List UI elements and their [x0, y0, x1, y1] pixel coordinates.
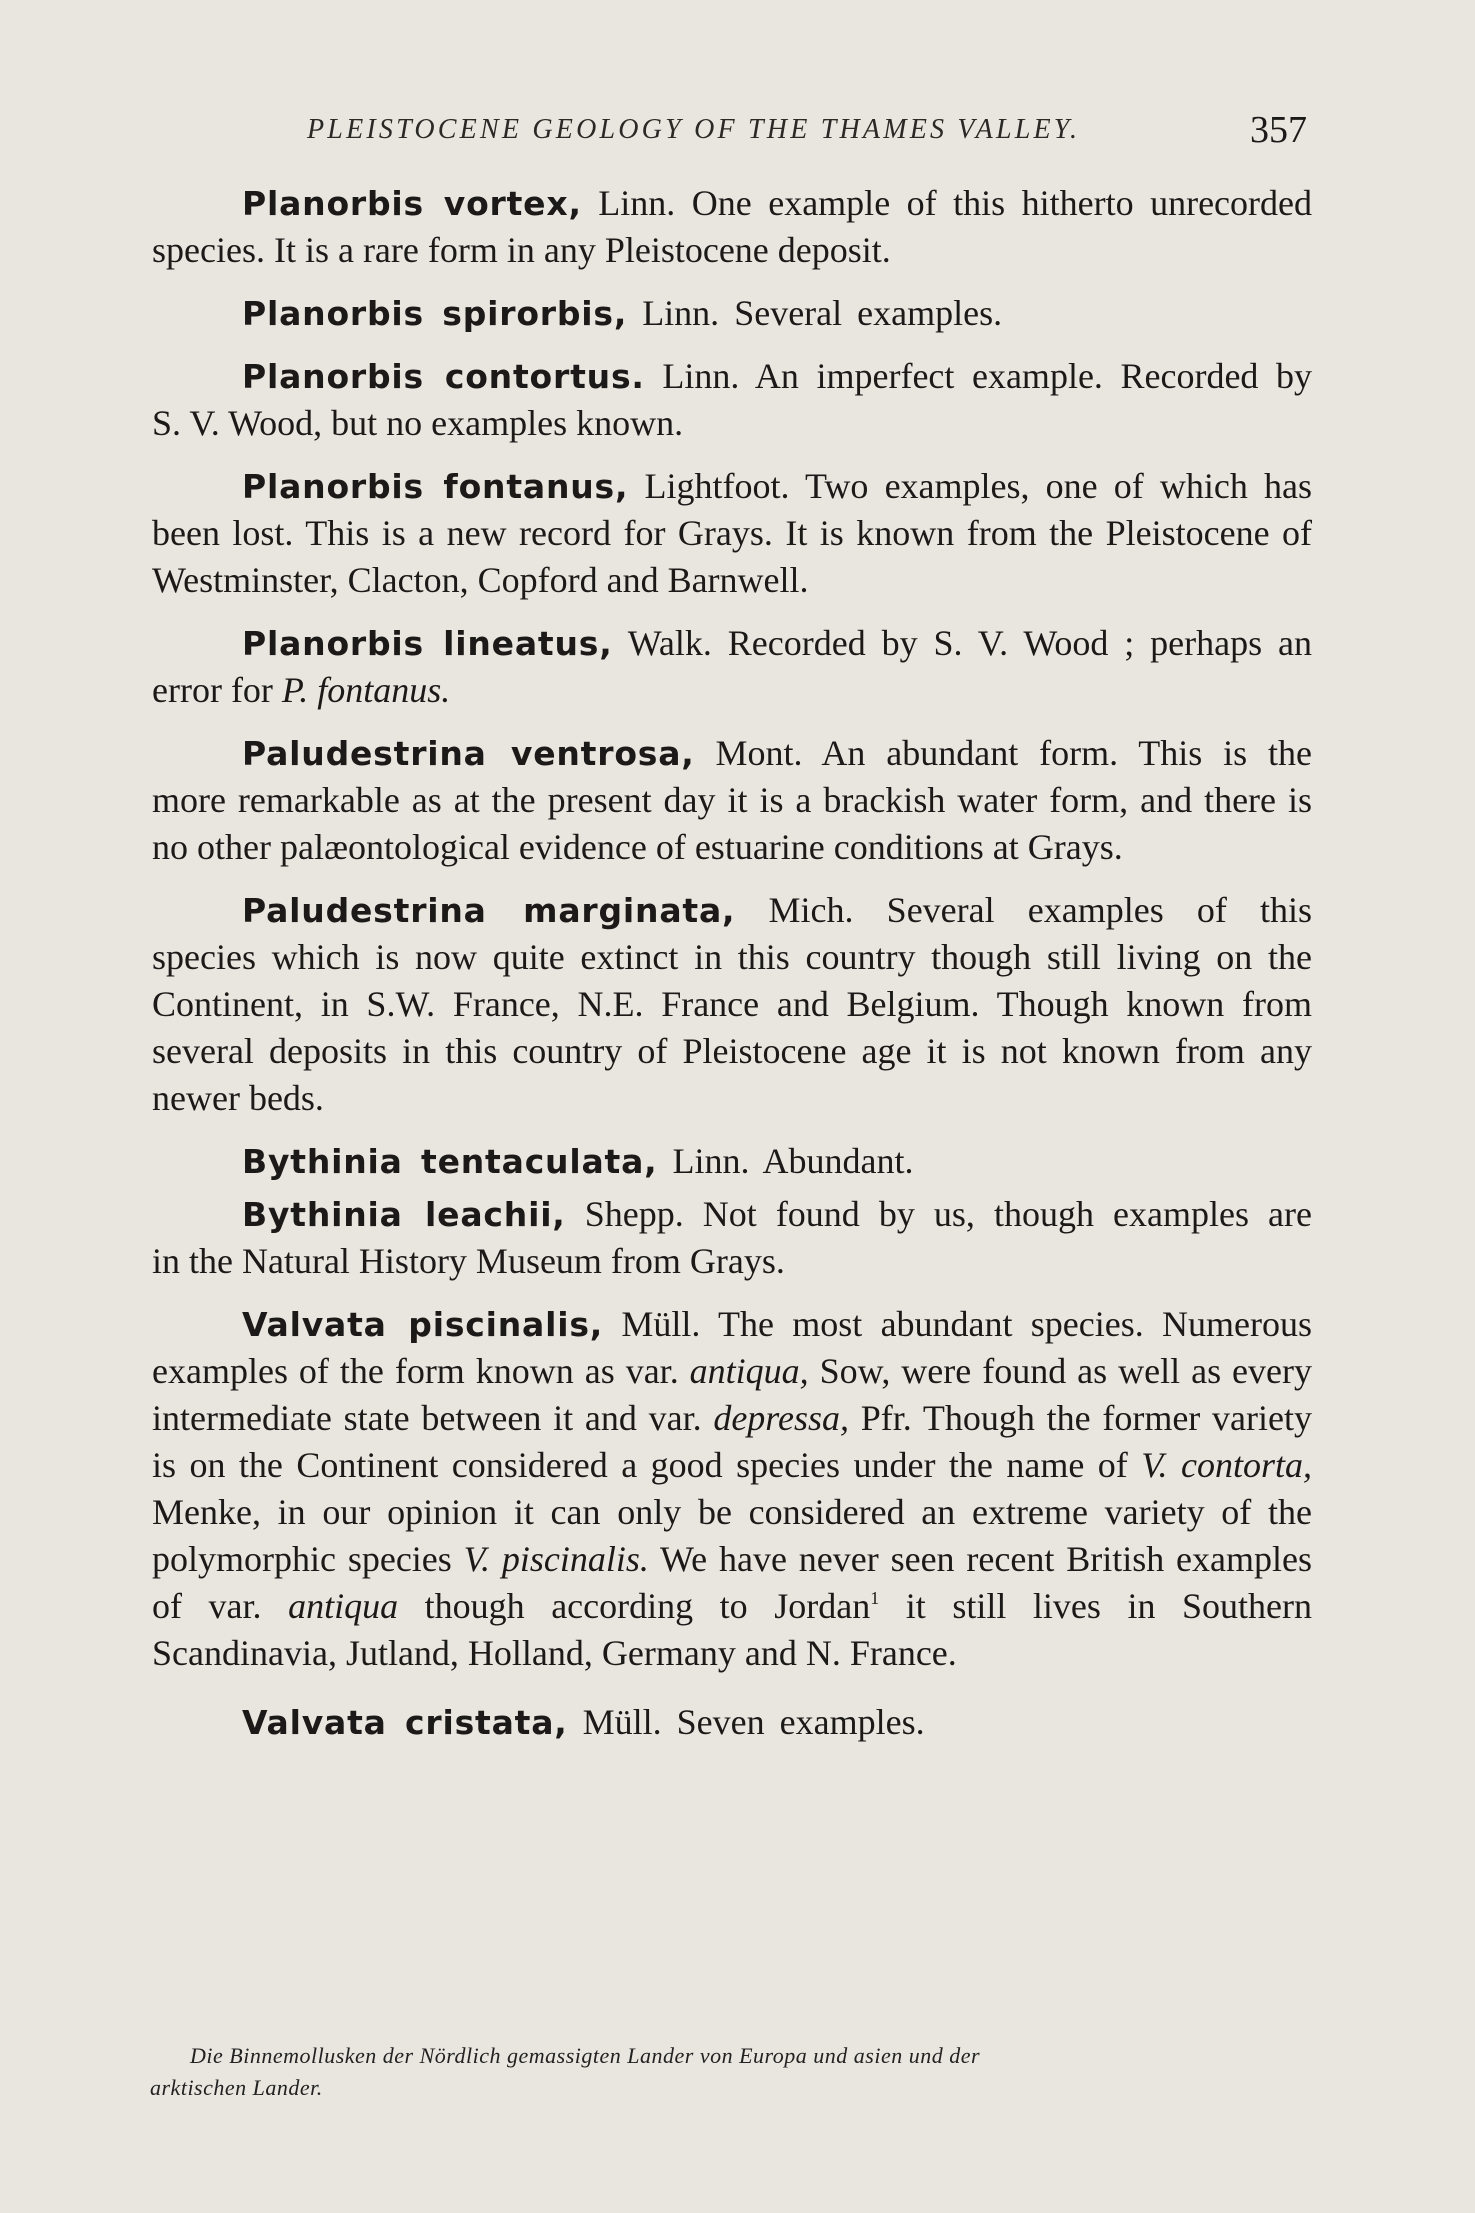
species-reference-italic: P. fontanus.	[281, 670, 451, 710]
entry-valvata-cristata	[152, 1699, 1312, 1746]
species-description: The most abundant species. Numerous examples of the form known as var.	[152, 1304, 1313, 1391]
entry-paludestrina-ventrosa	[152, 730, 1312, 871]
footnote-line: arktischen Lander.	[150, 2075, 323, 2100]
species-authority: Linn.	[581, 183, 676, 223]
variety-italic: V. contorta,	[1141, 1445, 1312, 1485]
species-authority: Linn.	[627, 293, 720, 333]
entry-valvata-piscinalis	[152, 1301, 1312, 1677]
species-description: An imperfect example. Recorded by S. V. Wood, but no examples known.	[152, 356, 1313, 443]
species-authority: Walk.	[612, 623, 712, 663]
entry-planorbis-fontanus	[152, 463, 1312, 604]
species-name: Bythinia tentaculata,	[242, 1142, 658, 1181]
entry-planorbis-spirorbis	[152, 290, 1312, 337]
species-authority: Müll.	[567, 1702, 662, 1742]
species-description: Not found by us, though examples are in the Natural History Museum from Grays.	[152, 1194, 1312, 1281]
footnote	[150, 2040, 1300, 2104]
species-description: Recorded by S. V. Wood ; perhaps an error for	[152, 623, 1312, 710]
entry-bythinia-tentaculata	[152, 1138, 1312, 1185]
species-name: Planorbis contortus.	[242, 357, 645, 396]
page-header	[0, 108, 1475, 158]
variety-italic: antiqua	[288, 1586, 399, 1626]
running-title: PLEISTOCENE GEOLOGY OF THE THAMES VALLEY.	[307, 114, 1081, 145]
variety-italic: depressa,	[713, 1398, 849, 1438]
species-name: Bythinia leachii,	[242, 1195, 566, 1234]
species-name: Planorbis fontanus,	[242, 467, 629, 506]
species-description: Pfr. Though the former variety is on the Continent considered a good species under the name of	[152, 1398, 1312, 1485]
species-authority: Lightfoot.	[628, 466, 790, 506]
variety-italic: V. piscinalis.	[463, 1539, 649, 1579]
species-authority: Mont.	[694, 733, 803, 773]
footnote-marker: 1	[870, 1588, 880, 1608]
species-description: An abundant form. This is the more remarkable as at the present day it is a brackish water form, and there is no other palæontological evidence of estuarine conditions at Grays.	[152, 733, 1312, 867]
species-description: though according to Jordan	[398, 1586, 871, 1626]
species-list	[152, 180, 1312, 1762]
species-description: Abundant.	[749, 1141, 914, 1181]
species-name: Planorbis vortex,	[242, 184, 582, 223]
species-authority: Linn.	[644, 356, 740, 396]
species-authority: Müll.	[603, 1304, 701, 1344]
species-authority: Linn.	[657, 1141, 750, 1181]
footnote-line: Die Binnemollusken der Nördlich gemassigten Lander von Europa und asien und der	[190, 2043, 981, 2068]
species-name: Planorbis spirorbis,	[242, 294, 628, 333]
species-name: Valvata piscinalis,	[242, 1305, 604, 1344]
species-description: We have never seen recent British examples of var.	[152, 1539, 1313, 1626]
page-number: 357	[1250, 109, 1307, 151]
entry-planorbis-contortus	[152, 353, 1312, 447]
species-authority: Shepp.	[565, 1194, 684, 1234]
species-description: Menke, in our opinion it can only be considered an extreme variety of the polymorphic species	[152, 1492, 1312, 1579]
species-description: Seven examples.	[661, 1702, 925, 1742]
entry-planorbis-vortex	[152, 180, 1312, 274]
variety-italic: antiqua,	[689, 1351, 809, 1391]
species-description: Sow, were found as well as every intermediate state between it and var.	[152, 1351, 1313, 1438]
entry-bythinia-leachii	[152, 1191, 1312, 1285]
species-description: Several examples.	[719, 293, 1003, 333]
species-description: One example of this hitherto unrecorded species. It is a rare form in any Pleistocene deposit.	[152, 183, 1312, 270]
species-name: Paludestrina marginata,	[242, 891, 736, 930]
species-description: Two examples, one of which has been lost. This is a new record for Grays. It is known from the Pleistocene of Westminster, Clacton, Copford and Barnwell.	[152, 466, 1312, 600]
species-description: Several examples of this species which is now quite extinct in this country though still living on the Continent, in S.W. France, N.E. France and Belgium. Though known from several deposits in this country of Pleistocene age it is not known from any newer beds.	[152, 890, 1313, 1118]
entry-paludestrina-marginata	[152, 887, 1312, 1122]
species-authority: Mich.	[735, 890, 854, 930]
species-name: Planorbis lineatus,	[242, 624, 613, 663]
species-name: Paludestrina ventrosa,	[242, 734, 695, 773]
species-name: Valvata cristata,	[242, 1703, 568, 1742]
entry-planorbis-lineatus	[152, 620, 1312, 714]
species-description: it still lives in Southern Scandinavia, Jutland, Holland, Germany and N. France.	[152, 1586, 1312, 1673]
